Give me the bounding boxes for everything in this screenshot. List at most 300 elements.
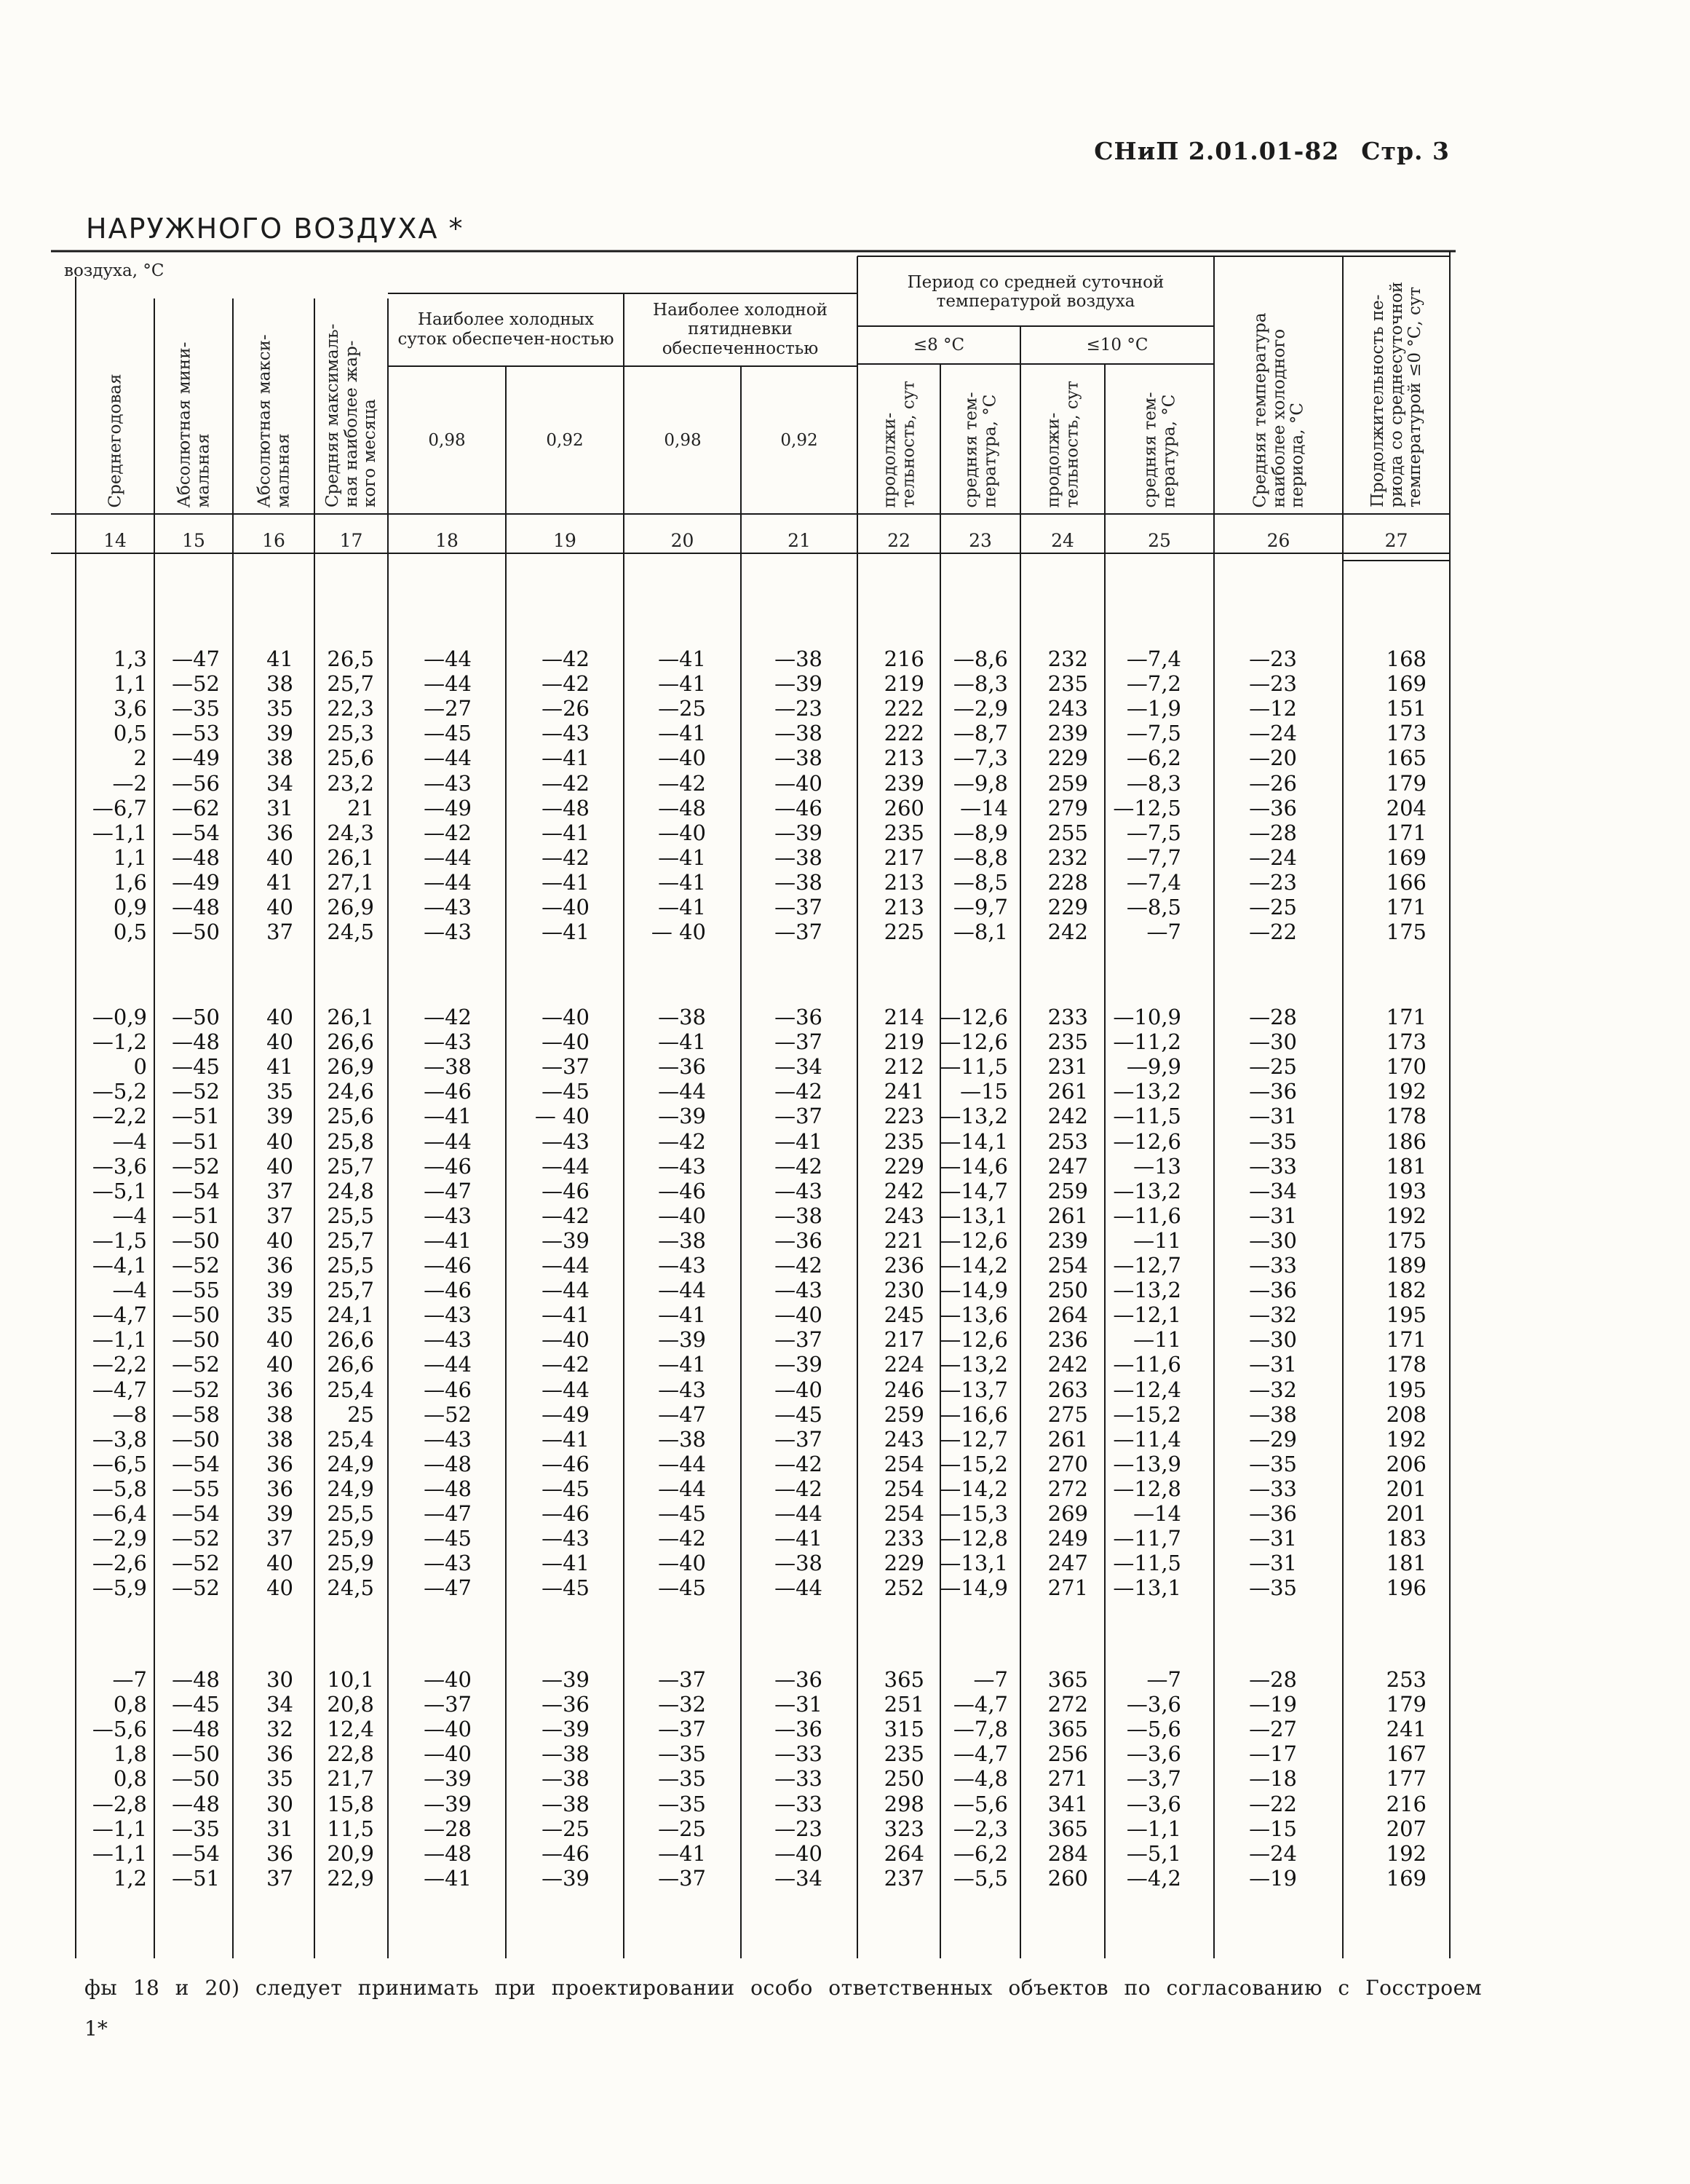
- header-period: Период со средней суточной температурой воздуха: [907, 272, 1165, 311]
- table-cell: —11,5: [940, 1054, 1008, 1080]
- table-cell: 3,6: [113, 696, 147, 721]
- table-cell: —41: [424, 1227, 472, 1253]
- table-cell: 183: [1386, 1526, 1427, 1551]
- table-cell: —52: [172, 1575, 220, 1601]
- table-cell: 171: [1386, 820, 1427, 845]
- table-cell: 246: [884, 1377, 924, 1402]
- table-cell: —41: [658, 1029, 706, 1055]
- table-cell: 201: [1386, 1501, 1427, 1526]
- table-cell: 224: [884, 1352, 924, 1377]
- table-cell: —37: [774, 919, 822, 945]
- table-cell: 25,8: [327, 1128, 374, 1154]
- table-cell: —3,7: [1126, 1766, 1181, 1792]
- table-cell: —5,6: [92, 1717, 147, 1742]
- table-cell: 36: [266, 1840, 293, 1866]
- table-cell: —45: [658, 1575, 706, 1601]
- table-cell: —44: [424, 646, 472, 671]
- table-cell: —55: [172, 1278, 220, 1303]
- table-cell: 37: [266, 1526, 293, 1551]
- table-cell: 25,4: [327, 1426, 374, 1452]
- table-cell: —43: [424, 1426, 472, 1452]
- table-cell: —29: [1249, 1426, 1297, 1452]
- table-cell: —3,6: [1126, 1692, 1181, 1717]
- table-cell: 38: [266, 745, 293, 771]
- table-cell: 39: [266, 1278, 293, 1303]
- table-cell: —41: [541, 820, 590, 845]
- table-cell: —24: [1249, 1840, 1297, 1866]
- table-cell: —5,9: [92, 1575, 147, 1601]
- table-cell: —41: [658, 1352, 706, 1377]
- table-cell: 255: [1047, 820, 1088, 845]
- table-cell: —42: [541, 844, 590, 870]
- table-cell: —2,6: [92, 1551, 147, 1576]
- table-cell: —42: [774, 1476, 822, 1501]
- table-cell: 243: [884, 1426, 924, 1452]
- table-cell: —40: [424, 1667, 472, 1692]
- table-cell: —13,2: [1113, 1178, 1181, 1203]
- table-cell: —7,5: [1126, 820, 1181, 845]
- table-cell: —38: [1249, 1401, 1297, 1427]
- table-cell: —33: [774, 1766, 822, 1792]
- table-cell: —46: [541, 1451, 590, 1476]
- table-cell: —53: [172, 721, 220, 746]
- table-cell: —33: [774, 1791, 822, 1816]
- table-cell: 21: [347, 795, 374, 820]
- table-cell: —12,1: [1113, 1302, 1181, 1328]
- table-cell: —41: [541, 1426, 590, 1452]
- table-cell: —8,1: [953, 919, 1008, 945]
- page-title: НАРУЖНОГО ВОЗДУХА *: [86, 213, 464, 245]
- table-cell: —13,9: [1113, 1451, 1181, 1476]
- header-c17: Средняя максималь-ная наиболее жар-кого месяца: [322, 323, 380, 507]
- table-cell: 40: [266, 1029, 293, 1055]
- table-cell: 171: [1386, 1327, 1427, 1353]
- table-cell: —4: [112, 1128, 147, 1154]
- table-cell: —16,6: [940, 1401, 1008, 1427]
- table-cell: 232: [1047, 844, 1088, 870]
- table-cell: —44: [658, 1278, 706, 1303]
- table-cell: 40: [266, 844, 293, 870]
- table-cell: —7,4: [1126, 869, 1181, 895]
- table-cell: —40: [658, 820, 706, 845]
- table-cell: —2,9: [953, 696, 1008, 721]
- table-cell: 40: [266, 1352, 293, 1377]
- table-cell: —4,8: [953, 1766, 1008, 1792]
- table-cell: —37: [774, 1104, 822, 1129]
- table-cell: —48: [172, 895, 220, 919]
- table-cell: —46: [424, 1253, 472, 1278]
- table-cell: —38: [541, 1791, 590, 1816]
- table-cell: —39: [541, 1717, 590, 1742]
- table-cell: —41: [774, 1128, 822, 1154]
- column-number: 27: [1384, 530, 1408, 551]
- table-cell: —44: [424, 869, 472, 895]
- table-cell: 26,9: [327, 895, 374, 919]
- table-cell: —45: [424, 1526, 472, 1551]
- column-number: 18: [435, 530, 459, 551]
- table-cell: 242: [884, 1178, 924, 1203]
- table-cell: —13,2: [940, 1352, 1008, 1377]
- table-cell: —5,8: [92, 1476, 147, 1501]
- table-cell: 25,9: [327, 1526, 374, 1551]
- table-cell: —43: [424, 770, 472, 796]
- table-cell: 216: [1386, 1791, 1427, 1816]
- table-cell: —32: [1249, 1377, 1297, 1402]
- table-cell: —4,1: [92, 1253, 147, 1278]
- table-cell: —13,1: [1113, 1575, 1181, 1601]
- column-number: 26: [1266, 530, 1290, 551]
- table-cell: 237: [884, 1865, 924, 1891]
- table-cell: —55: [172, 1476, 220, 1501]
- table-cell: 40: [266, 1128, 293, 1154]
- table-cell: 35: [266, 696, 293, 721]
- table-cell: —26: [1249, 770, 1297, 796]
- table-cell: —41: [541, 1551, 590, 1576]
- table-cell: —13,2: [1113, 1079, 1181, 1104]
- table-cell: —14,6: [940, 1153, 1008, 1179]
- table-cell: 26,5: [327, 646, 374, 671]
- table-cell: 214: [884, 1005, 924, 1029]
- table-cell: —13,2: [940, 1104, 1008, 1129]
- table-cell: —41: [658, 895, 706, 919]
- table-cell: —39: [541, 1865, 590, 1891]
- table-cell: 241: [884, 1079, 924, 1104]
- table-cell: 22,3: [327, 696, 374, 721]
- table-cell: 41: [266, 869, 293, 895]
- table-cell: —4,2: [1126, 1865, 1181, 1891]
- table-cell: 272: [1047, 1692, 1088, 1717]
- header-le8: ≤8 °С: [913, 336, 965, 355]
- table-cell: —49: [424, 795, 472, 820]
- table-cell: —45: [774, 1401, 822, 1427]
- table-cell: —54: [172, 1451, 220, 1476]
- table-cell: —40: [774, 1840, 822, 1866]
- table-cell: —35: [172, 1816, 220, 1841]
- table-cell: —44: [541, 1153, 590, 1179]
- table-cell: —48: [172, 1667, 220, 1692]
- table-cell: —33: [774, 1741, 822, 1767]
- table-cell: —39: [774, 671, 822, 697]
- header-air-group: воздуха, °С: [64, 261, 164, 280]
- table-cell: 182: [1386, 1278, 1427, 1303]
- table-cell: —2,3: [953, 1816, 1008, 1841]
- table-cell: 175: [1386, 919, 1427, 945]
- table-cell: 25,5: [327, 1203, 374, 1228]
- table-cell: —38: [774, 1551, 822, 1576]
- header-c19: 0,92: [546, 430, 584, 450]
- table-cell: —47: [424, 1575, 472, 1601]
- table-cell: 235: [1047, 1029, 1088, 1055]
- table-cell: 175: [1386, 1227, 1427, 1253]
- table-cell: 168: [1386, 646, 1427, 671]
- table-cell: —37: [658, 1717, 706, 1742]
- table-cell: —49: [172, 745, 220, 771]
- table-cell: —30: [1249, 1029, 1297, 1055]
- table-cell: 171: [1386, 895, 1427, 919]
- table-cell: —42: [774, 1451, 822, 1476]
- table-cell: 259: [1047, 770, 1088, 796]
- table-cell: 196: [1386, 1575, 1427, 1601]
- table-cell: —11: [1133, 1327, 1181, 1353]
- table-cell: 40: [266, 895, 293, 919]
- table-cell: 0,5: [113, 919, 147, 945]
- table-cell: 242: [1047, 919, 1088, 945]
- table-cell: —42: [424, 1005, 472, 1029]
- table-cell: 41: [266, 1054, 293, 1080]
- table-cell: 178: [1386, 1104, 1427, 1129]
- table-cell: —48: [172, 1717, 220, 1742]
- table-cell: 261: [1047, 1203, 1088, 1228]
- table-cell: —38: [774, 721, 822, 746]
- table-cell: 30: [266, 1791, 293, 1816]
- table-cell: —42: [774, 1253, 822, 1278]
- table-cell: —14,9: [940, 1278, 1008, 1303]
- table-cell: —43: [424, 919, 472, 945]
- table-cell: —50: [172, 1766, 220, 1792]
- table-cell: —43: [658, 1377, 706, 1402]
- table-cell: 241: [1386, 1717, 1427, 1742]
- table-cell: —33: [1249, 1476, 1297, 1501]
- table-cell: —7: [1146, 919, 1181, 945]
- table-cell: —45: [541, 1079, 590, 1104]
- table-cell: —12,6: [1113, 1128, 1181, 1154]
- table-cell: —13: [1133, 1153, 1181, 1179]
- table-cell: 169: [1386, 671, 1427, 697]
- table-cell: 36: [266, 1741, 293, 1767]
- table-cell: —18: [1249, 1766, 1297, 1792]
- table-cell: 264: [884, 1840, 924, 1866]
- table-cell: —44: [541, 1377, 590, 1402]
- table-cell: 228: [1047, 869, 1088, 895]
- table-cell: —52: [172, 1079, 220, 1104]
- table-cell: —28: [1249, 820, 1297, 845]
- table-cell: —38: [658, 1426, 706, 1452]
- table-cell: 27,1: [327, 869, 374, 895]
- table-cell: 22,9: [327, 1865, 374, 1891]
- table-cell: —31: [1249, 1551, 1297, 1576]
- table-cell: —45: [541, 1476, 590, 1501]
- table-cell: 365: [1047, 1667, 1088, 1692]
- table-cell: —41: [424, 1865, 472, 1891]
- table-cell: 40: [266, 1153, 293, 1179]
- table-cell: 256: [1047, 1741, 1088, 1767]
- table-cell: —54: [172, 1501, 220, 1526]
- table-cell: 165: [1386, 745, 1427, 771]
- table-cell: —44: [424, 1128, 472, 1154]
- table-cell: —14,2: [940, 1253, 1008, 1278]
- table-cell: —1,5: [92, 1227, 147, 1253]
- table-cell: —46: [774, 795, 822, 820]
- table-cell: —32: [1249, 1302, 1297, 1328]
- table-cell: —36: [658, 1054, 706, 1080]
- table-cell: —33: [1249, 1253, 1297, 1278]
- table-cell: 25,5: [327, 1253, 374, 1278]
- table-cell: —39: [541, 1227, 590, 1253]
- table-cell: —1,1: [92, 1327, 147, 1353]
- table-cell: —5,2: [92, 1079, 147, 1104]
- table-cell: —3,6: [1126, 1791, 1181, 1816]
- table-cell: 37: [266, 1865, 293, 1891]
- table-cell: —46: [541, 1501, 590, 1526]
- table-cell: 38: [266, 671, 293, 697]
- table-cell: —50: [172, 1741, 220, 1767]
- header-c15: Абсолютная мини-мальная: [175, 341, 213, 507]
- table-cell: —47: [172, 646, 220, 671]
- table-cell: 25,7: [327, 671, 374, 697]
- table-cell: —12,5: [1113, 795, 1181, 820]
- table-cell: 23,2: [327, 770, 374, 796]
- table-cell: 25,6: [327, 1104, 374, 1129]
- table-cell: —7,3: [953, 745, 1008, 771]
- table-cell: —22: [1249, 1791, 1297, 1816]
- table-cell: —38: [774, 869, 822, 895]
- table-cell: 25: [347, 1401, 374, 1427]
- table-cell: —12,6: [940, 1227, 1008, 1253]
- table-cell: 20,8: [327, 1692, 374, 1717]
- table-cell: —35: [658, 1791, 706, 1816]
- document-code: СНиП 2.01.01-82: [1094, 137, 1340, 165]
- table-cell: 222: [884, 696, 924, 721]
- table-cell: 315: [884, 1717, 924, 1742]
- table-cell: —39: [658, 1104, 706, 1129]
- table-cell: 243: [1047, 696, 1088, 721]
- table-cell: —3,8: [92, 1426, 147, 1452]
- table-cell: 279: [1047, 795, 1088, 820]
- table-cell: —44: [774, 1501, 822, 1526]
- table-cell: —62: [172, 795, 220, 820]
- header-c27: Продолжительность пе-риода со среднесуточной температурой ≤0 °С, сут: [1368, 281, 1425, 507]
- table-cell: 24,6: [327, 1079, 374, 1104]
- table-cell: —40: [541, 1029, 590, 1055]
- table-cell: —23: [1249, 646, 1297, 671]
- table-cell: —36: [774, 1005, 822, 1029]
- table-cell: —37: [774, 1327, 822, 1353]
- table-cell: —8,7: [953, 721, 1008, 746]
- table-cell: 212: [884, 1054, 924, 1080]
- table-cell: —49: [172, 869, 220, 895]
- table-cell: 298: [884, 1791, 924, 1816]
- column-number: 14: [103, 530, 127, 551]
- table-cell: 26,1: [327, 844, 374, 870]
- table-cell: —4: [112, 1278, 147, 1303]
- table-cell: 37: [266, 919, 293, 945]
- table-cell: 230: [884, 1278, 924, 1303]
- table-cell: 254: [884, 1451, 924, 1476]
- table-cell: —44: [658, 1451, 706, 1476]
- table-cell: 26,6: [327, 1029, 374, 1055]
- table-cell: —1,9: [1126, 696, 1181, 721]
- footnote-line-1: фы 18 и 20) следует принимать при проектировании особо ответственных объектов по согласованию с Госстроем: [84, 1976, 1482, 2000]
- table-cell: —28: [424, 1816, 472, 1841]
- table-cell: —23: [774, 696, 822, 721]
- table-cell: —12,4: [1113, 1377, 1181, 1402]
- table-cell: —38: [774, 646, 822, 671]
- table-cell: —35: [1249, 1575, 1297, 1601]
- header-c25: средняя тем-пература, °С: [1140, 391, 1178, 507]
- table-cell: 239: [1047, 1227, 1088, 1253]
- table-cell: —8,5: [1126, 895, 1181, 919]
- table-cell: —36: [1249, 795, 1297, 820]
- table-cell: —41: [658, 1840, 706, 1866]
- table-cell: —51: [172, 1128, 220, 1154]
- table-cell: —54: [172, 1178, 220, 1203]
- table-cell: —7: [112, 1667, 147, 1692]
- table-cell: 236: [1047, 1327, 1088, 1353]
- table-cell: 235: [884, 1128, 924, 1154]
- table-cell: 169: [1386, 1865, 1427, 1891]
- table-cell: —14,7: [940, 1178, 1008, 1203]
- table-cell: —41: [658, 844, 706, 870]
- table-cell: —43: [541, 721, 590, 746]
- table-cell: —10,9: [1113, 1005, 1181, 1029]
- table-cell: —41: [658, 721, 706, 746]
- table-cell: 229: [1047, 895, 1088, 919]
- table-cell: —46: [658, 1178, 706, 1203]
- table-cell: —35: [1249, 1128, 1297, 1154]
- table-cell: —7: [973, 1667, 1008, 1692]
- table-cell: —37: [658, 1667, 706, 1692]
- table-cell: 39: [266, 721, 293, 746]
- table-cell: 15,8: [327, 1791, 374, 1816]
- table-cell: 235: [884, 820, 924, 845]
- table-cell: —3,6: [1126, 1741, 1181, 1767]
- table-cell: —52: [172, 1153, 220, 1179]
- table-cell: 284: [1047, 1840, 1088, 1866]
- table-cell: —48: [424, 1451, 472, 1476]
- table-cell: —9,8: [953, 770, 1008, 796]
- table-cell: 192: [1386, 1426, 1427, 1452]
- table-cell: —14: [1133, 1501, 1181, 1526]
- table-cell: —52: [172, 1526, 220, 1551]
- table-cell: 201: [1386, 1476, 1427, 1501]
- table-cell: 260: [1047, 1865, 1088, 1891]
- table-cell: — 40: [651, 919, 706, 945]
- table-cell: —39: [424, 1791, 472, 1816]
- table-cell: —36: [1249, 1079, 1297, 1104]
- table-cell: —41: [774, 1526, 822, 1551]
- table-cell: —54: [172, 1840, 220, 1866]
- table-cell: —5,6: [953, 1791, 1008, 1816]
- table-cell: —40: [658, 1203, 706, 1228]
- table-cell: —42: [424, 820, 472, 845]
- table-cell: —40: [424, 1741, 472, 1767]
- table-cell: 39: [266, 1501, 293, 1526]
- table-cell: —39: [424, 1766, 472, 1792]
- table-cell: —28: [1249, 1667, 1297, 1692]
- table-cell: 251: [884, 1692, 924, 1717]
- table-cell: 213: [884, 869, 924, 895]
- table-cell: 249: [1047, 1526, 1088, 1551]
- table-cell: —8,6: [953, 646, 1008, 671]
- table-cell: 36: [266, 1253, 293, 1278]
- table-cell: —47: [424, 1501, 472, 1526]
- table-cell: —1,1: [92, 820, 147, 845]
- table-cell: —40: [774, 1377, 822, 1402]
- table-cell: —11,7: [1113, 1526, 1181, 1551]
- table-cell: —7,4: [1126, 646, 1181, 671]
- table-cell: —50: [172, 1426, 220, 1452]
- table-cell: —44: [658, 1079, 706, 1104]
- header-c21: 0,92: [780, 430, 818, 450]
- table-cell: —2: [112, 770, 147, 796]
- table-cell: —5,5: [953, 1865, 1008, 1891]
- table-cell: —6,2: [1126, 745, 1181, 771]
- table-cell: —44: [541, 1253, 590, 1278]
- table-cell: 25,7: [327, 1278, 374, 1303]
- table-cell: 213: [884, 745, 924, 771]
- table-cell: 229: [1047, 745, 1088, 771]
- table-cell: —35: [172, 696, 220, 721]
